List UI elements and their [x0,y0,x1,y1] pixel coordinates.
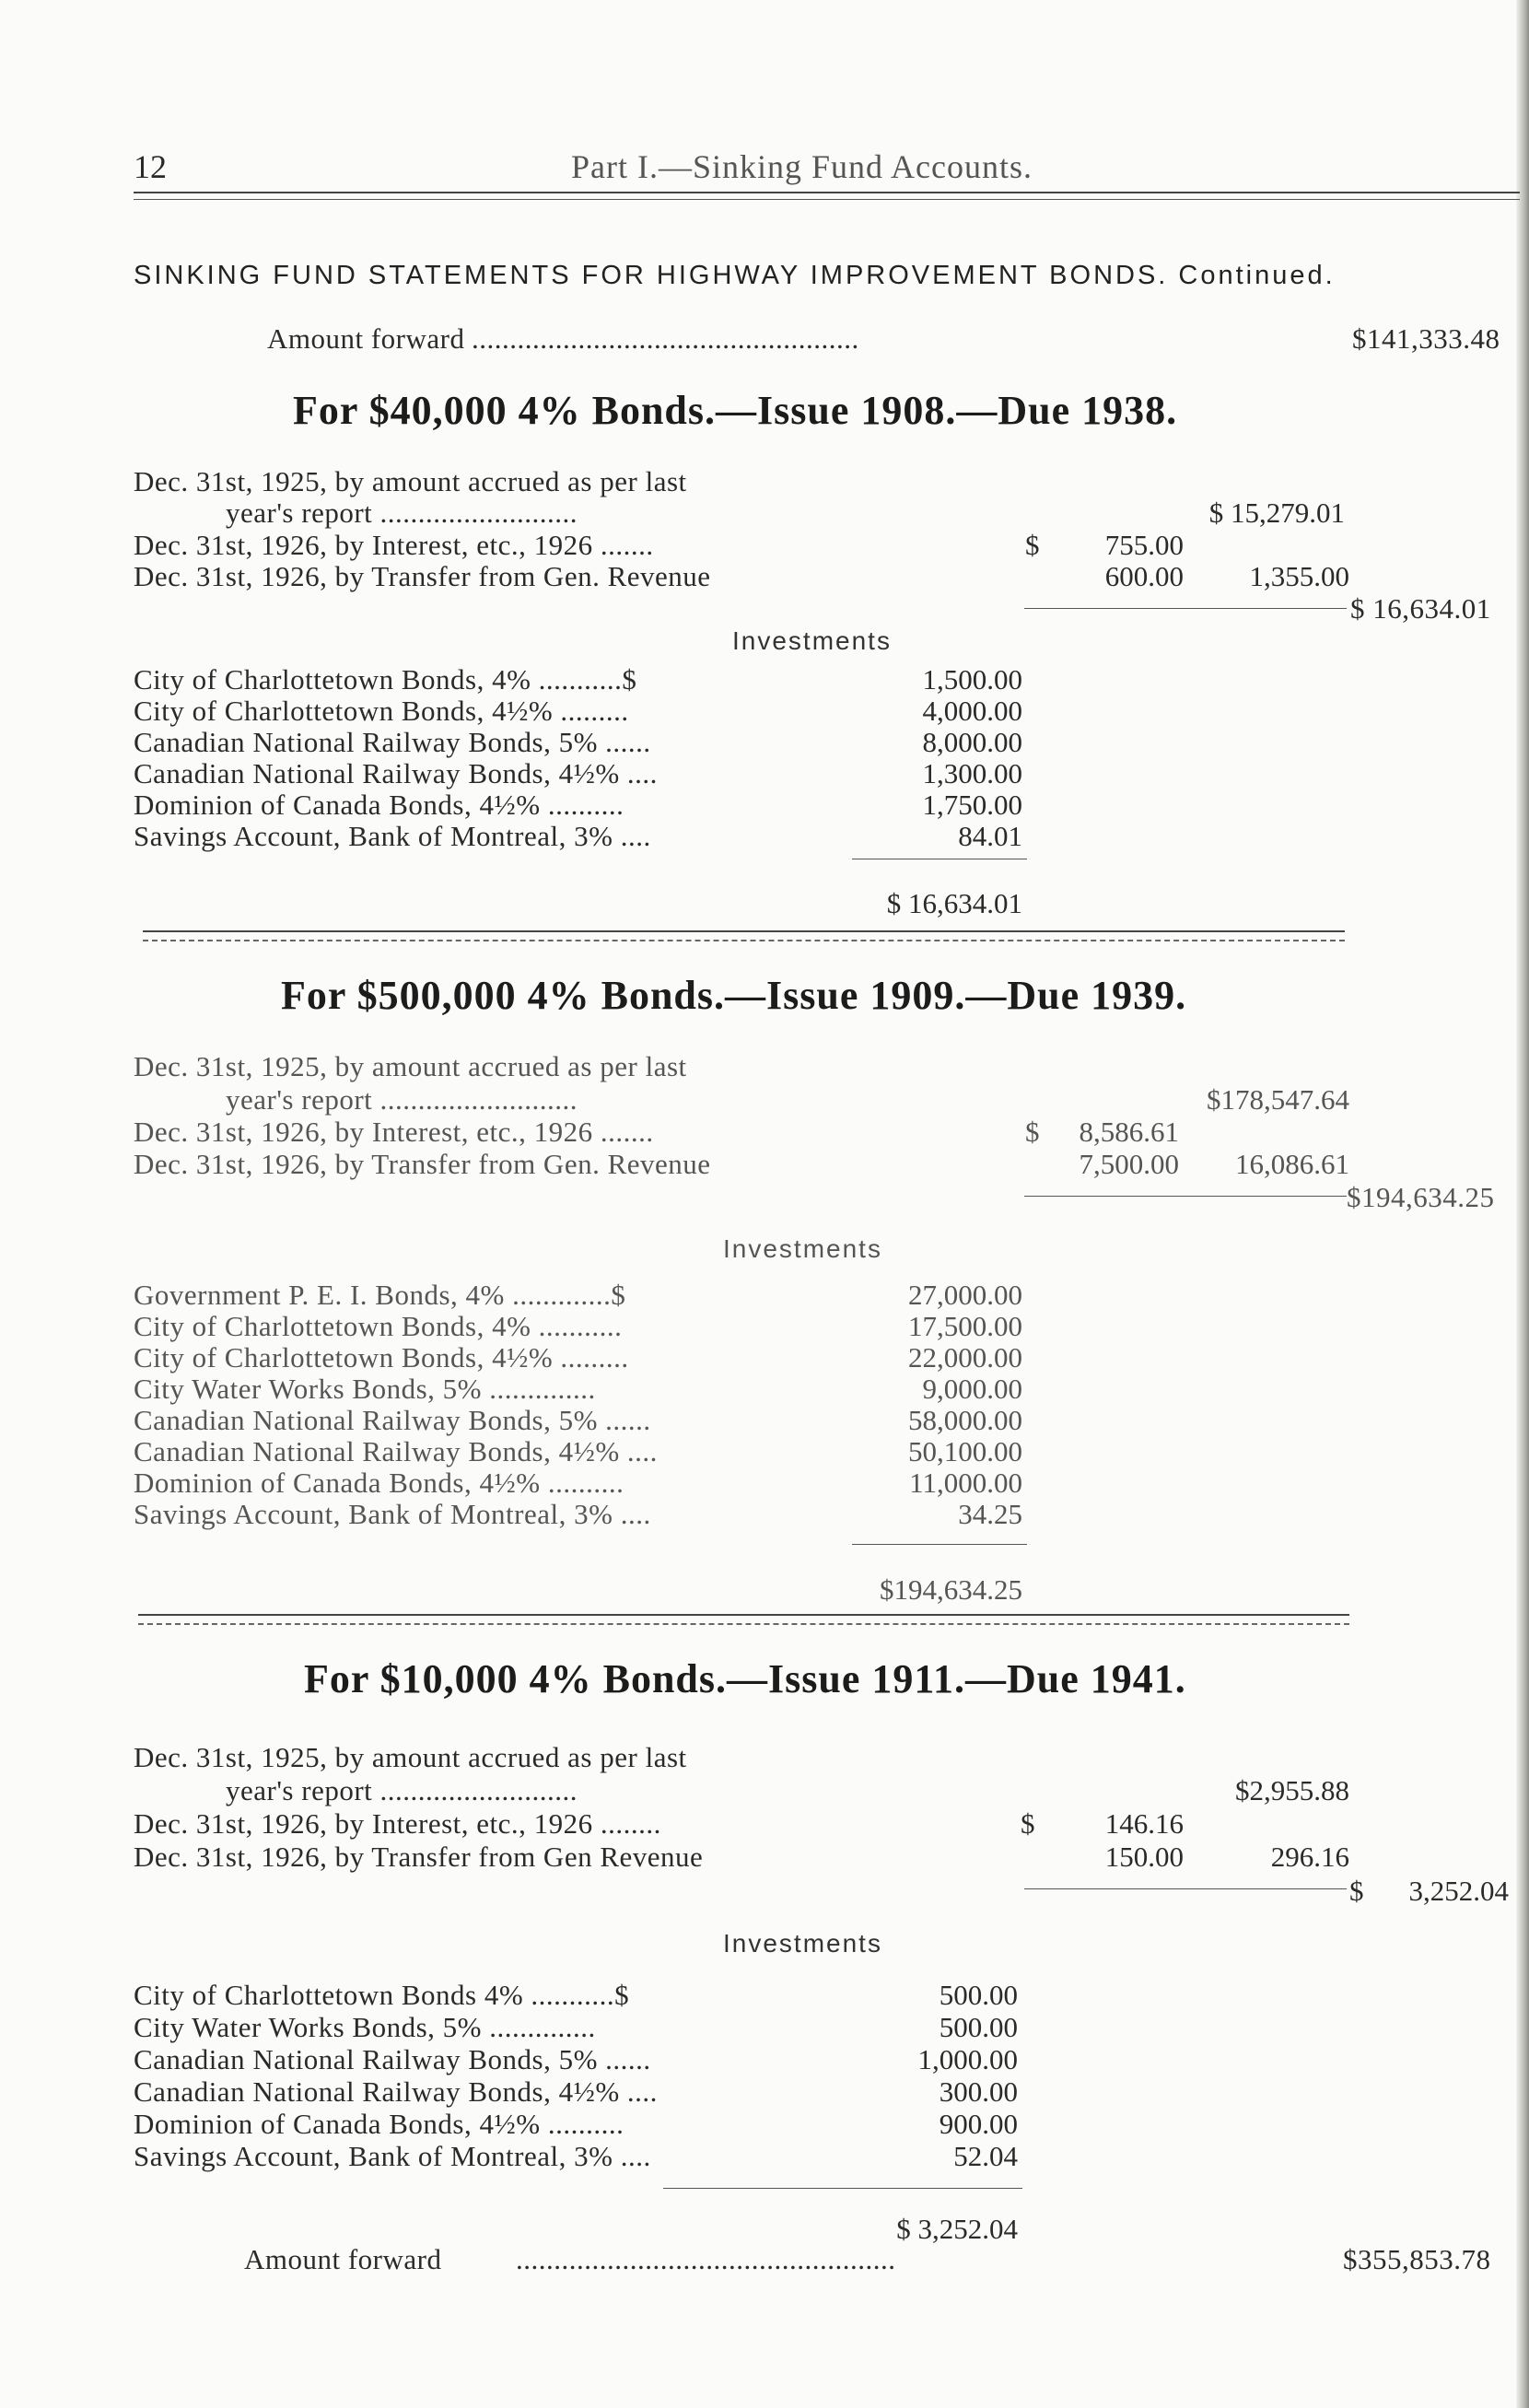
amount-forward-label: Amount forward [244,2243,442,2275]
s3-total-dollar: $ [1349,1875,1364,1907]
s3-inv-row: City Water Works Bonds, 5% .............. [134,2011,596,2043]
s3-sum-rule [1024,1888,1347,1889]
s1-total: $ 16,634.01 [1350,592,1491,625]
amount-forward-leader: ................................................... [472,322,859,355]
s2-inv-row: Canadian National Railway Bonds, 5% ...... [134,1404,651,1436]
s3-subtotal: 296.16 [1270,1841,1349,1873]
s1-line-transfer: Dec. 31st, 1926, by Transfer from Gen. Revenue [134,560,711,592]
s2-inv-row: City Water Works Bonds, 5% .............. [134,1373,596,1405]
s1-dollar-sign: $ [1025,529,1040,561]
section-divider-dashed [143,940,1345,941]
section-divider-dashed [138,1623,1349,1625]
s2-accrued-amount: $178,547.64 [1207,1083,1349,1116]
s3-line-accrued-1: Dec. 31st, 1925, by amount accrued as per last [134,1741,687,1773]
s3-inv-row: Canadian National Railway Bonds, 4½% .... [134,2075,658,2108]
s1-investments-title: Investments [732,626,892,655]
s2-transfer-amount: 7,500.00 [1079,1148,1179,1180]
s1-inv-row: Canadian National Railway Bonds, 4½% .... [134,757,658,789]
s3-interest-amount: 146.16 [1104,1807,1184,1840]
s2-dollar-sign: $ [1025,1116,1040,1148]
s3-inv-amount: 1,000.00 [917,2043,1018,2075]
s1-inv-row: Dominion of Canada Bonds, 4½% .......... [134,789,624,821]
s3-transfer-amount: 150.00 [1104,1841,1184,1873]
s1-transfer-amount: 600.00 [1104,560,1184,592]
s1-inv-amount: 8,000.00 [922,726,1022,758]
s2-inv-amount: 27,000.00 [908,1279,1022,1311]
s3-dollar-sign: $ [1021,1807,1035,1840]
s3-inv-row: City of Charlottetown Bonds 4% ...........$ [134,1979,630,2011]
section-heading-1908: For $40,000 4% Bonds.—Issue 1908.—Due 1938. [293,388,1178,433]
section-divider [143,930,1345,932]
s2-inv-row: City of Charlottetown Bonds, 4% ........... [134,1310,623,1342]
section-heading-1909: For $500,000 4% Bonds.—Issue 1909.—Due 1939. [281,973,1187,1018]
s2-interest-amount: 8,586.61 [1079,1116,1179,1148]
s2-inv-amount: 22,000.00 [908,1341,1022,1373]
s1-inv-amount: 84.01 [958,820,1022,852]
s3-line-interest: Dec. 31st, 1926, by Interest, etc., 1926 ........ [134,1807,661,1840]
s3-inv-sum-rule [663,2188,1022,2189]
s2-inv-amount: 17,500.00 [908,1310,1022,1342]
section-divider [138,1614,1349,1616]
s3-inv-amount: 500.00 [939,2011,1018,2043]
s1-inv-amount: 1,300.00 [922,757,1022,789]
s2-total: $194,634.25 [1347,1181,1495,1213]
s1-inv-row: City of Charlottetown Bonds, 4½% ......... [134,695,629,727]
s2-line-accrued-1: Dec. 31st, 1925, by amount accrued as per last [134,1050,687,1082]
amount-forward-label: Amount forward [267,322,465,355]
s3-inv-row: Savings Account, Bank of Montreal, 3% .... [134,2140,651,2172]
s3-total: 3,252.04 [1408,1875,1509,1907]
s2-inv-total: $194,634.25 [880,1573,1022,1606]
amount-forward-value: $141,333.48 [1352,322,1500,355]
s3-line-transfer: Dec. 31st, 1926, by Transfer from Gen Revenue [134,1841,704,1873]
s1-sum-rule [1024,608,1347,609]
s3-inv-amount: 300.00 [939,2075,1018,2108]
page-number: 12 [134,148,167,185]
s1-line-interest: Dec. 31st, 1926, by Interest, etc., 1926 ....... [134,529,654,561]
s3-investments-title: Investments [723,1929,882,1958]
s2-inv-amount: 9,000.00 [922,1373,1022,1405]
s2-sum-rule [1024,1196,1347,1197]
s1-inv-amount: 1,500.00 [922,663,1022,696]
header-rule-2 [134,199,1520,200]
s3-inv-amount: 900.00 [939,2108,1018,2140]
s2-line-transfer: Dec. 31st, 1926, by Transfer from Gen. Revenue [134,1148,711,1180]
s2-inv-amount: 11,000.00 [909,1467,1022,1499]
page-edge-shadow [1516,0,1529,2408]
s1-subtotal: 1,355.00 [1249,560,1349,592]
amount-forward-leader: .................................................. [516,2243,896,2275]
amount-forward-value: $355,853.78 [1343,2243,1491,2275]
s2-inv-amount: 34.25 [958,1498,1022,1530]
s2-inv-row: Savings Account, Bank of Montreal, 3% .... [134,1498,651,1530]
s2-inv-amount: 50,100.00 [908,1435,1022,1467]
s1-line-accrued-2: year's report .......................... [226,497,578,529]
s2-subtotal: 16,086.61 [1235,1148,1349,1180]
s3-inv-amount: 500.00 [939,1979,1018,2011]
document-title: SINKING FUND STATEMENTS FOR HIGHWAY IMPROVEMENT BONDS. Continued. [134,261,1336,290]
s3-inv-row: Canadian National Railway Bonds, 5% ...... [134,2043,651,2075]
s1-inv-total: $ 16,634.01 [886,887,1022,919]
running-title: Part I.—Sinking Fund Accounts. [571,148,1033,185]
s1-inv-row: Savings Account, Bank of Montreal, 3% .... [134,820,651,852]
s1-inv-amount: 1,750.00 [922,789,1022,821]
s3-line-accrued-2: year's report .......................... [226,1774,578,1806]
s2-inv-row: Dominion of Canada Bonds, 4½% .......... [134,1467,624,1499]
s2-inv-row: City of Charlottetown Bonds, 4½% ......... [134,1341,629,1373]
header-rule [134,192,1520,193]
s2-inv-amount: 58,000.00 [908,1404,1022,1436]
s2-inv-row: Canadian National Railway Bonds, 4½% .... [134,1435,658,1467]
s2-line-interest: Dec. 31st, 1926, by Interest, etc., 1926 ....... [134,1116,654,1148]
s1-interest-amount: 755.00 [1104,529,1184,561]
s1-inv-row: City of Charlottetown Bonds, 4% ...........$ [134,663,637,696]
s2-inv-sum-rule [852,1544,1027,1545]
s1-accrued-amount: $ 15,279.01 [1208,497,1345,529]
s2-line-accrued-2: year's report .......................... [226,1083,578,1116]
s3-inv-amount: 52.04 [953,2140,1018,2172]
section-heading-1911: For $10,000 4% Bonds.—Issue 1911.—Due 1941. [304,1656,1186,1701]
s3-accrued-amount: $2,955.88 [1235,1774,1349,1806]
s1-inv-amount: 4,000.00 [922,695,1022,727]
s1-inv-row: Canadian National Railway Bonds, 5% ...... [134,726,651,758]
s2-investments-title: Investments [723,1234,882,1263]
s3-inv-total: $ 3,252.04 [896,2213,1018,2245]
s3-inv-row: Dominion of Canada Bonds, 4½% .......... [134,2108,624,2140]
s1-line-accrued-1: Dec. 31st, 1925, by amount accrued as per last [134,465,687,497]
s2-inv-row: Government P. E. I. Bonds, 4% .............$ [134,1279,626,1311]
